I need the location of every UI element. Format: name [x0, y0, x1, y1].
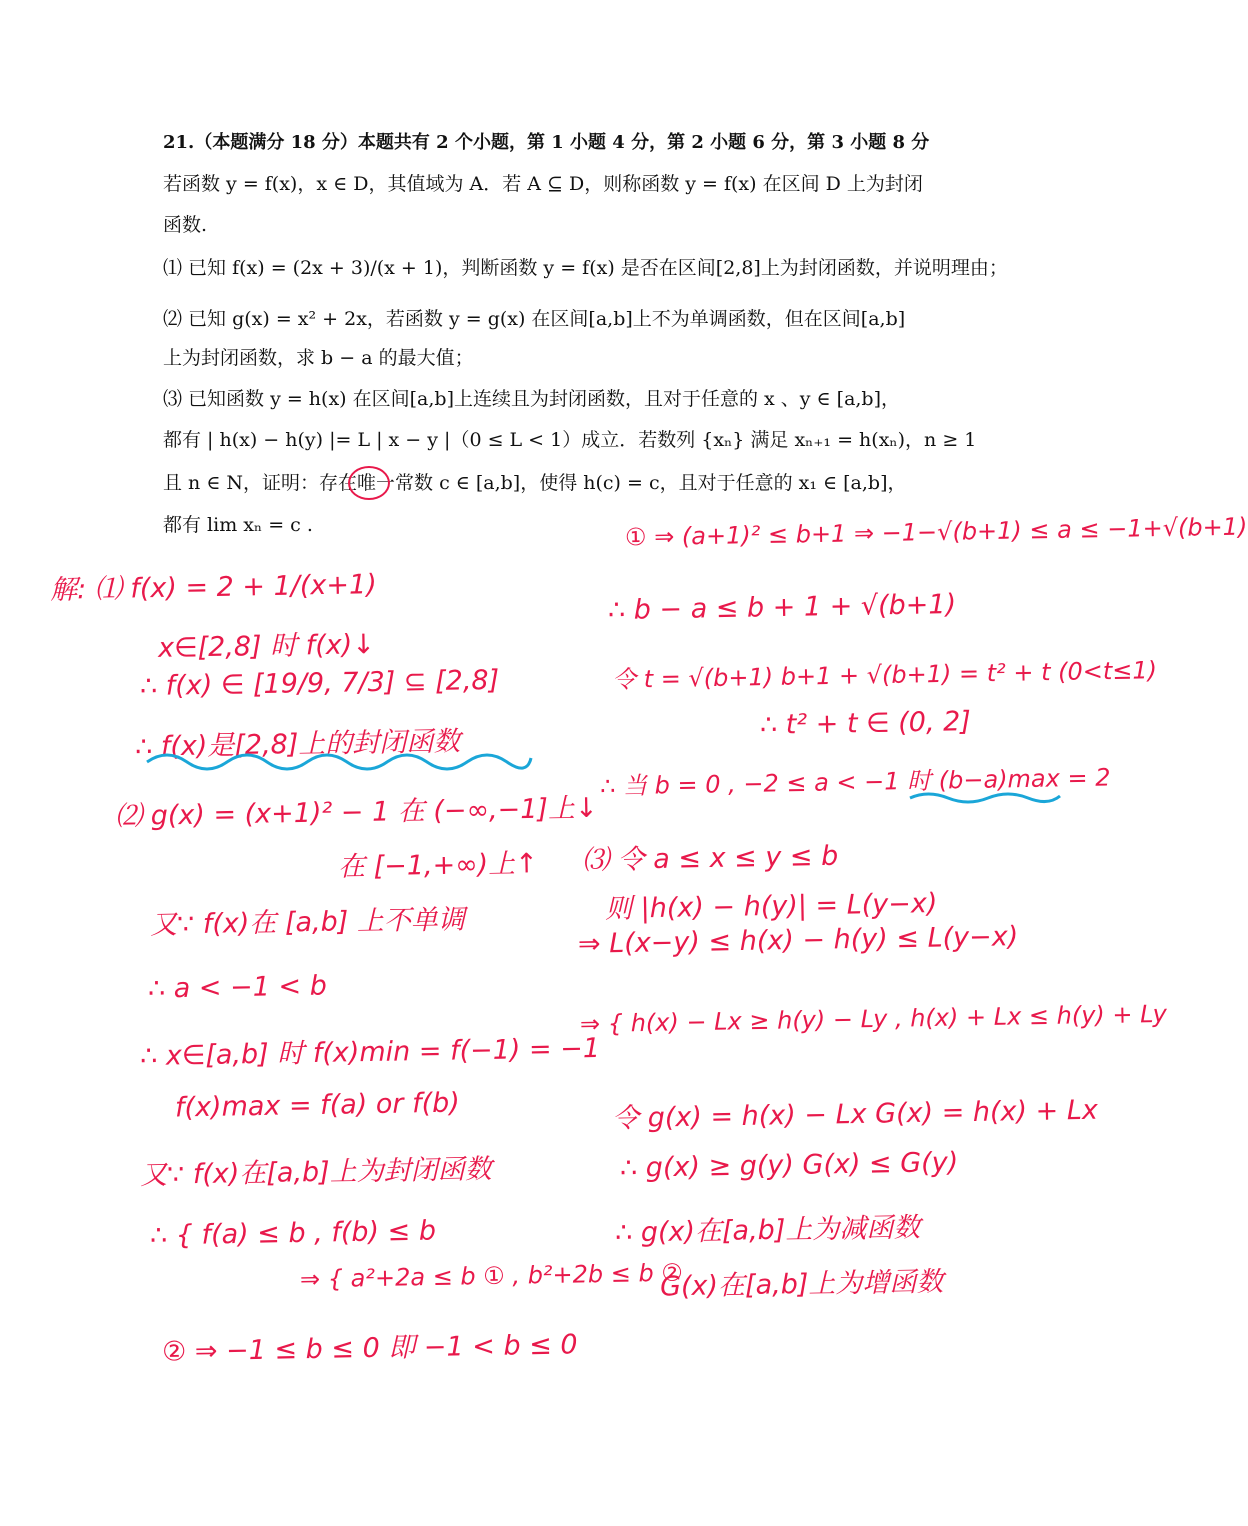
solution-left-line: ② ⇒ −1 ≤ b ≤ 0 即 −1 < b ≤ 0 [161, 1329, 578, 1368]
solution-right-line: G(x)在[a,b]上为增函数 [659, 1266, 944, 1303]
definition-line-2: 函数. [163, 214, 208, 236]
solution-right-line: ∴ g(x) ≥ g(y) G(x) ≤ G(y) [619, 1147, 959, 1184]
solution-right-line: ① ⇒ (a+1)² ≤ b+1 ⇒ −1−√(b+1) ≤ a ≤ −1+√(b+1) [624, 512, 1248, 552]
solution-left-line: ∴ f(x) ∈ [19/9, 7/3] ⊆ [2,8] [139, 664, 500, 703]
solution-left-line: 又∵ f(x)在 [a,b] 上不单调 [149, 904, 466, 941]
solution-left-line: 在 [−1,+∞)上↑ [337, 848, 539, 883]
wavy-underline-right [908, 786, 1063, 808]
solution-left-line: f(x)max = f(a) or f(b) [174, 1087, 461, 1124]
solution-left-line: 解: ⑴ f(x) = 2 + 1/(x+1) [49, 569, 378, 606]
question-3-line-3: 且 n ∈ N，证明：存在唯一常数 c ∈ [a,b]，使得 h(c) = c，且对于任意的 x₁ ∈ [a,b]， [163, 472, 907, 494]
solution-right-line: ⇒ L(x−y) ≤ h(x) − h(y) ≤ L(y−x) [577, 921, 1019, 960]
solution-left-line: x∈[2,8] 时 f(x)↓ [157, 629, 376, 664]
solution-right-line: 则 |h(x) − h(y)| = L(y−x) [604, 888, 938, 925]
solution-right-line: ⇒ { h(x) − Lx ≥ h(y) − Ly , h(x) + Lx ≤ h(y) + Ly [579, 999, 1168, 1039]
solution-right-line: 令 g(x) = h(x) − Lx G(x) = h(x) + Lx [611, 1094, 1099, 1135]
solution-right-line: ∴ b − a ≤ b + 1 + √(b+1) [607, 588, 957, 627]
solution-right-line: ⑶ 令 a ≤ x ≤ y ≤ b [581, 840, 839, 877]
solution-right-line: 令 t = √(b+1) b+1 + √(b+1) = t² + t (0<t≤1) [611, 656, 1158, 694]
question-3-line-4: 都有 lim xₙ = c . [163, 514, 313, 536]
question-3-line-2: 都有 | h(x) − h(y) |= L | x − y |（0 ≤ L < 1）成立．若数列 {xₙ} 满足 xₙ₊₁ = h(xₙ)，n ≥ 1 [163, 429, 977, 451]
solution-left-line: ⑵ g(x) = (x+1)² − 1 在 (−∞,−1]上↓ [114, 792, 598, 833]
solution-right-line: ∴ g(x)在[a,b]上为减函数 [614, 1212, 921, 1249]
question-1: ⑴ 已知 f(x) = (2x + 3)/(x + 1)，判断函数 y = f(x) 是否在区间[2,8]上为封闭函数，并说明理由； [163, 257, 1008, 279]
definition-line-1: 若函数 y = f(x)，x ∈ D，其值域为 A．若 A ⊆ D，则称函数 y = f(x) 在区间 D 上为封闭 [163, 173, 923, 195]
wavy-underline-left [145, 744, 535, 774]
solution-left-line: ∴ a < −1 < b [147, 970, 328, 1005]
question-2-line-2: 上为封闭函数，求 b − a 的最大值； [163, 347, 474, 369]
question-2-line-1: ⑵ 已知 g(x) = x² + 2x，若函数 y = g(x) 在区间[a,b]上不为单调函数，但在区间[a,b] [163, 308, 906, 330]
solution-left-line: ∴ { f(a) ≤ b , f(b) ≤ b [149, 1215, 437, 1252]
problem-header: 21.（本题满分 18 分）本题共有 2 个小题，第 1 小题 4 分，第 2 小题 6 分，第 3 小题 8 分 [163, 132, 930, 153]
solution-right-line: ∴ 当 b = 0 , −2 ≤ a < −1 时 (b−a)max = 2 [599, 763, 1111, 801]
solution-right-line: ∴ t² + t ∈ (0, 2] [759, 706, 972, 741]
solution-left-line: ⇒ { a²+2a ≤ b ① , b²+2b ≤ b ② [299, 1258, 684, 1294]
question-3-line-1: ⑶ 已知函数 y = h(x) 在区间[a,b]上连续且为封闭函数，且对于任意的 x 、y ∈ [a,b]， [163, 388, 901, 410]
solution-left-line: ∴ x∈[a,b] 时 f(x)min = f(−1) = −1 [139, 1032, 601, 1073]
solution-left-line: ∴ f(x)是[2,8]上的封闭函数 [134, 726, 461, 763]
solution-left-line: 又∵ f(x)在[a,b]上为封闭函数 [139, 1153, 492, 1192]
handwritten-circle-mark [348, 466, 390, 500]
